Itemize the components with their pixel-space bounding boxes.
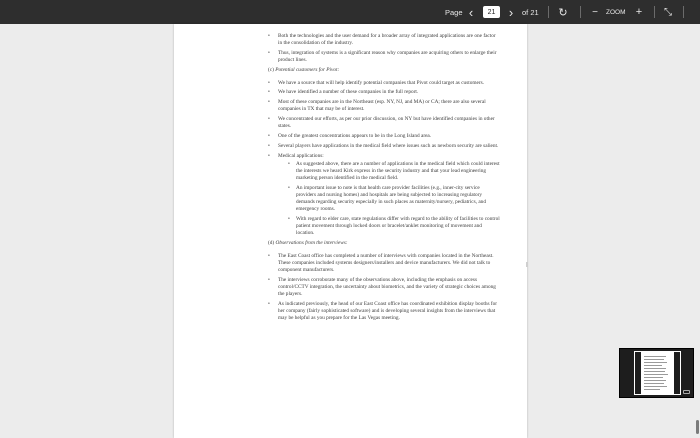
toolbar-divider bbox=[548, 6, 549, 18]
list-item: • As indicated previously, the head of our East Coast office has coordinated exhibition display booths for her company (fairly sophisticated software) and is developing several insights from the interviews that may be helpful as you prepare for the Las Vegas meeting. bbox=[268, 301, 500, 323]
sub-list-item: • An important issue to note is that health care provider facilities (e.g., inner-city service providers and nursing homes) and hospitals are being subjected to increasing regulatory demands regarding security especially in such places as maternity/nursery, pediatrics, and emergency rooms. bbox=[288, 185, 500, 214]
pdf-page bbox=[174, 24, 527, 438]
page-label: Page bbox=[445, 7, 463, 17]
zoom-out-icon[interactable]: − bbox=[592, 6, 598, 18]
minimize-icon[interactable] bbox=[683, 390, 690, 394]
page-number-input[interactable] bbox=[483, 6, 500, 18]
list-item: • Most of these companies are in the Northeast (esp. NY, NJ, and MA) or CA; there are also several companies in TX that may be of interest. bbox=[268, 99, 500, 113]
sub-list-item: • As suggested above, there are a number of applications in the medical field which could interest the interests we heard Kirk express in the security industry and that your lead engineering marketing person identified in the medical field. bbox=[288, 161, 500, 183]
page-content bbox=[268, 33, 500, 325]
collapse-icon[interactable]: ⤡ bbox=[664, 6, 672, 18]
list-item: • We concentrated our efforts, as per our prior discussion, on NY but have identified companies in other states. bbox=[268, 116, 500, 130]
zoom-label: ZOOM bbox=[606, 8, 626, 16]
page-edge-marker bbox=[526, 262, 528, 267]
medical-sublist bbox=[288, 161, 500, 237]
list-item: • Both the technologies and the user demand for a broader array of integrated applications are one factor in the consolidation of the industry. bbox=[268, 33, 500, 47]
list-item bbox=[268, 153, 500, 238]
section-c-title: Potential customers for Pivot: bbox=[275, 67, 340, 74]
list-item: • Several players have applications in the medical field where issues such as newborn security are salient. bbox=[268, 143, 500, 150]
page-thumbnail-navigator[interactable] bbox=[619, 348, 694, 398]
toolbar-divider bbox=[683, 6, 684, 18]
viewer-toolbar bbox=[0, 0, 700, 24]
next-page-icon[interactable]: › bbox=[508, 4, 514, 20]
toolbar-divider bbox=[654, 6, 655, 18]
list-item: • Thus, integration of systems is a significant reason why companies are acquiring others to enlarge their product lines. bbox=[268, 50, 500, 64]
list-item: • The interviews corroborate many of the observations above, including the emphasis on access control/CCTV integration, the uncertainty about biometrics, and the variety of strategic choices among the players. bbox=[268, 277, 500, 299]
viewport-indicator[interactable] bbox=[634, 351, 681, 395]
list-item-text: Medical applications: bbox=[278, 152, 324, 159]
list-item: • We have identified a number of these companies in the full report. bbox=[268, 89, 500, 96]
list-item: • One of the greatest concentrations appears to be in the Long Island area. bbox=[268, 133, 500, 140]
section-d-title: Observations from the interviews: bbox=[275, 240, 348, 247]
total-pages-label: of 21 bbox=[522, 7, 539, 17]
sub-list-item: • With regard to elder care, state regulations differ with regard to the ability of facilities to control patient movement through locked doors or bracelet/anklet monitoring of movement and location. bbox=[288, 216, 500, 238]
prev-page-icon[interactable]: ‹ bbox=[468, 4, 474, 20]
section-heading-d bbox=[268, 240, 500, 247]
rotate-icon[interactable]: ↻ bbox=[558, 6, 568, 19]
toolbar-divider bbox=[580, 6, 581, 18]
zoom-in-icon[interactable]: + bbox=[635, 6, 643, 18]
section-heading-c bbox=[268, 67, 500, 74]
section-d-label: (d) bbox=[268, 240, 275, 247]
list-item: • The East Coast office has completed a number of interviews with companies located in the Northeast. These companies included systems designers/installers and device manufacturers. We did not talk to component manufacturers. bbox=[268, 253, 500, 275]
vertical-scrollbar[interactable] bbox=[696, 420, 699, 434]
list-item: • We have a source that will help identify potential companies that Pivot could target as customers. bbox=[268, 80, 500, 87]
section-c-label: (c) bbox=[268, 67, 274, 74]
